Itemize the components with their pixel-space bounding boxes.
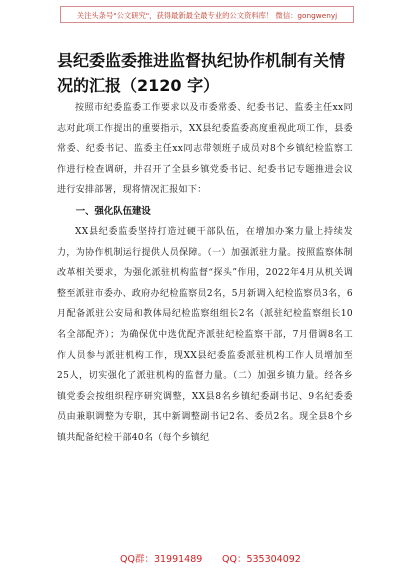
document-title: 县纪委监委推进监督执纪协作机制有关情况的汇报（2120 字） bbox=[57, 51, 346, 95]
intro-paragraph: 按照市纪委监委工作要求以及市委常委、纪委书记、监委主任xx同志对此项工作提出的重要指示，XX县纪委监委高度重视此项工作，县委常委、纪委书记、监委主任xx同志带领班子成员对8个乡镇纪检监察工作进行检查调研，并召开了全县乡镇党委书记、纪委书记专题推进会议进行安排部署，现将情况汇报如下： bbox=[57, 103, 353, 196]
qq-group-text: QQ群：31991489 bbox=[120, 554, 203, 565]
document-body bbox=[57, 98, 353, 449]
top-banner: 关注头条号"公文研究"，获得最新最全最专业的公文资料库！ 微信：gongwenyj bbox=[60, 6, 354, 23]
footer bbox=[0, 552, 408, 568]
section-heading: 一、强化队伍建设 bbox=[75, 205, 151, 217]
section-paragraph: XX县纪委监委坚持打造过硬干部队伍，在增加办案力量上持续发力，为协作机制运行提供人员保障。（一）加强派驻力量。按照监察体制改革相关要求，为强化派驻机构监督“探头”作用，2022年4月从机关调整至派驻市委办、政府办纪检监察员2名，5月新调入纪检监察员3名，6月配备派驻公安局和教体局纪检监察组组长2名（派驻纪检监察组长10名全部配齐）；为确保优中选优配齐派驻纪检监察干部，7月借调8名工作人员参与派驻机构工作，现XX县纪委监委派驻机构工作人员增加至25人，切实强化了派驻机构的监督力量。（二）加强乡镇力量。经各乡镇党委会按组织程序研究调整，XX县8名乡镇纪委副书记、9名纪委委员由兼职调整为专职，其中新调整副书记2名、委员2名。现全县8个乡镇共配备纪检干部40名（每个乡镇纪 bbox=[57, 226, 353, 443]
qq-text: QQ：535304092 bbox=[222, 554, 301, 565]
